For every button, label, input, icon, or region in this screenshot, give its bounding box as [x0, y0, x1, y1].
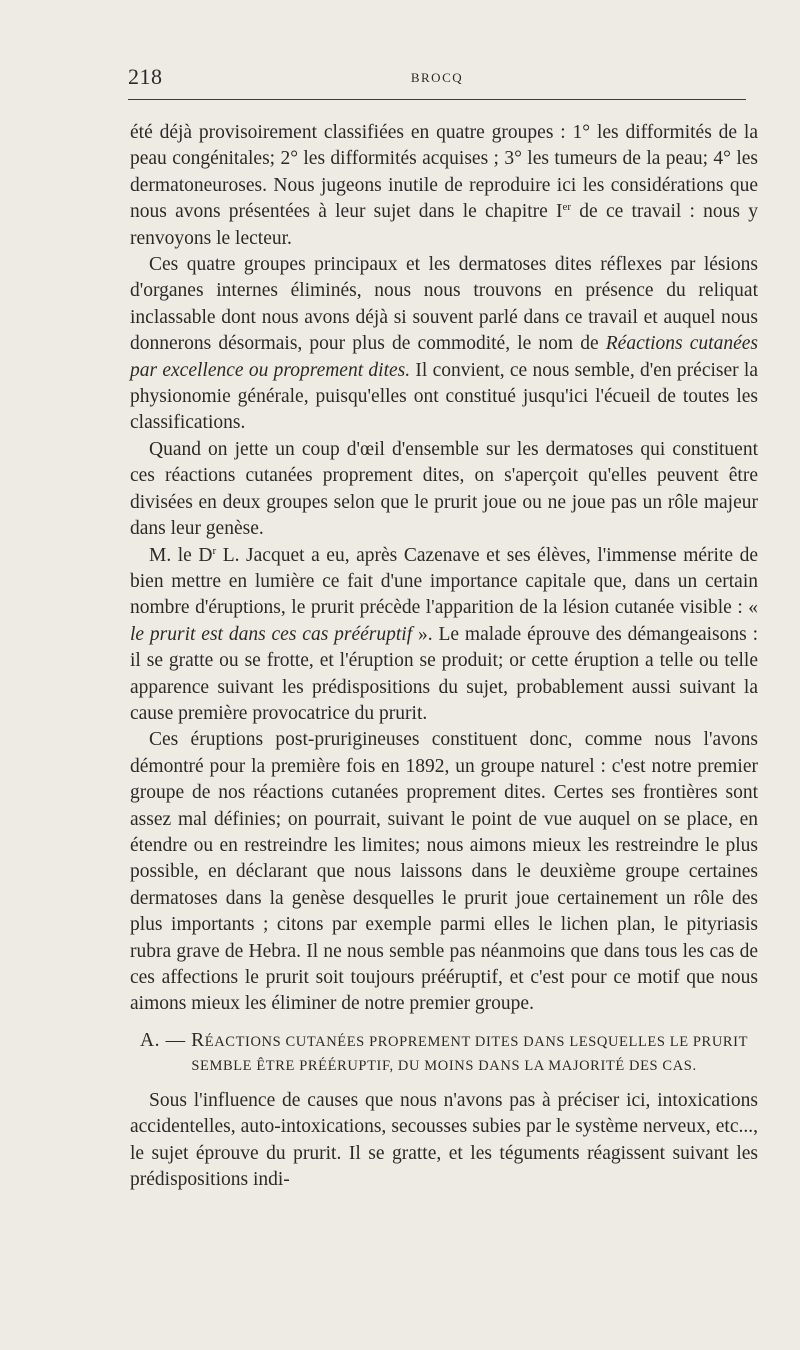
page-header — [128, 64, 746, 100]
italic-term: Réactions cutanées par excellence ou proprement dites. — [130, 333, 758, 381]
section-heading — [130, 1029, 758, 1078]
section-heading-line-1: ÉACTIONS CUTANÉES PROPREMENT DITES DANS LESQUELLES LE PRURIT — [204, 1033, 749, 1050]
header-rule — [128, 99, 746, 100]
italic-quote: le prurit est dans ces cas prééruptif — [130, 623, 413, 645]
section-heading-prefix: A. — R — [139, 1029, 205, 1051]
superscript: er — [562, 201, 572, 214]
section-heading-line-2: SEMBLE ÊTRE PRÉÉRUPTIF, DU MOINS DANS LA MAJORITÉ DES CAS. — [191, 1057, 697, 1074]
paragraph-2: Ces quatre groupes principaux et les dermatoses dites réflexes par lésions d'organes internes éliminés, nous nous trouvons en présence du reliquat inclassable dont nous avons déjà si souvent parlé dans ce travail et auquel nous donnerons désormais, pour plus de commodité, le nom de Réactions cutanées par excellence ou proprement dites. Il convient, ce nous semble, d'en préciser la physionomie générale, puisqu'elles ont constitué jusqu'ici l'écueil de toutes les classifications. — [130, 254, 758, 434]
superscript: r — [212, 544, 217, 557]
body-text — [130, 120, 758, 1193]
paragraph-5: Ces éruptions post-prurigineuses constituent donc, comme nous l'avons démontré pour la première fois en 1892, un groupe naturel : c'est notre premier groupe de nos réactions cutanées proprement dites. Certes ses frontières sont assez mal définies; on pourrait, suivant le point de vue auquel on se place, en étendre ou en restreindre les limites; nous aimons mieux les restreindre le plus possible, en déclarant que nous laissons dans le deuxième groupe certaines dermatoses dans la genèse desquelles le prurit joue certainement un rôle des plus importants ; citons par exemple parmi elles le lichen plan, le pityriasis rubra grave de Hebra. Il ne nous semble pas néanmoins que dans tous les cas de ces affections le prurit soit toujours prééruptif, et c'est pour ce motif que nous aimons mieux les éliminer de notre premier groupe. — [130, 729, 758, 1015]
paragraph-4: M. le $D^r$ L. Jacquet a eu, après Cazenave et ses élèves, l'immense mérite de bien mettre en lumière ce fait d'une importance capitale que, dans un certain nombre d'éruptions, le prurit précède l'apparition de la lésion cutanée visible : « le prurit est dans ces cas prééruptif ». Le malade éprouve des démangeaisons : il se gratte ou se frotte, et l'éruption se produit; or cette éruption a telle ou telle apparence suivant les prédispositions du sujet, probablement aussi suivant la cause première provocatrice du prurit. — [130, 544, 759, 724]
paragraph-3: Quand on jette un coup d'œil d'ensemble sur les dermatoses qui constituent ces réactions cutanées proprement dites, on s'aperçoit qu'elles peuvent être divisées en deux groupes selon que le prurit joue ou ne joue pas un rôle majeur dans leur genèse. — [130, 438, 758, 540]
page-number: 218 — [128, 64, 163, 89]
paragraph-1: été déjà provisoirement classifiées en quatre groupes : 1° les difformités de la peau congénitales; 2° les difformités acquises ; 3° les tumeurs de la peau; 4° les dermatoneuroses. Nous jugeons inutile de reproduire ici les considérations que nous avons présentées à leur sujet dans le chapitre Ier de ce travail : nous y renvoyons le lecteur. — [130, 122, 758, 249]
running-title: BROCQ — [410, 70, 464, 85]
paragraph-6: Sous l'influence de causes que nous n'avons pas à préciser ici, intoxications accidentelles, auto-intoxications, secousses subies par le système nerveux, etc..., le sujet éprouve du prurit. Il se gratte, et les téguments réagissent suivant les prédispositions indi- — [130, 1089, 758, 1191]
